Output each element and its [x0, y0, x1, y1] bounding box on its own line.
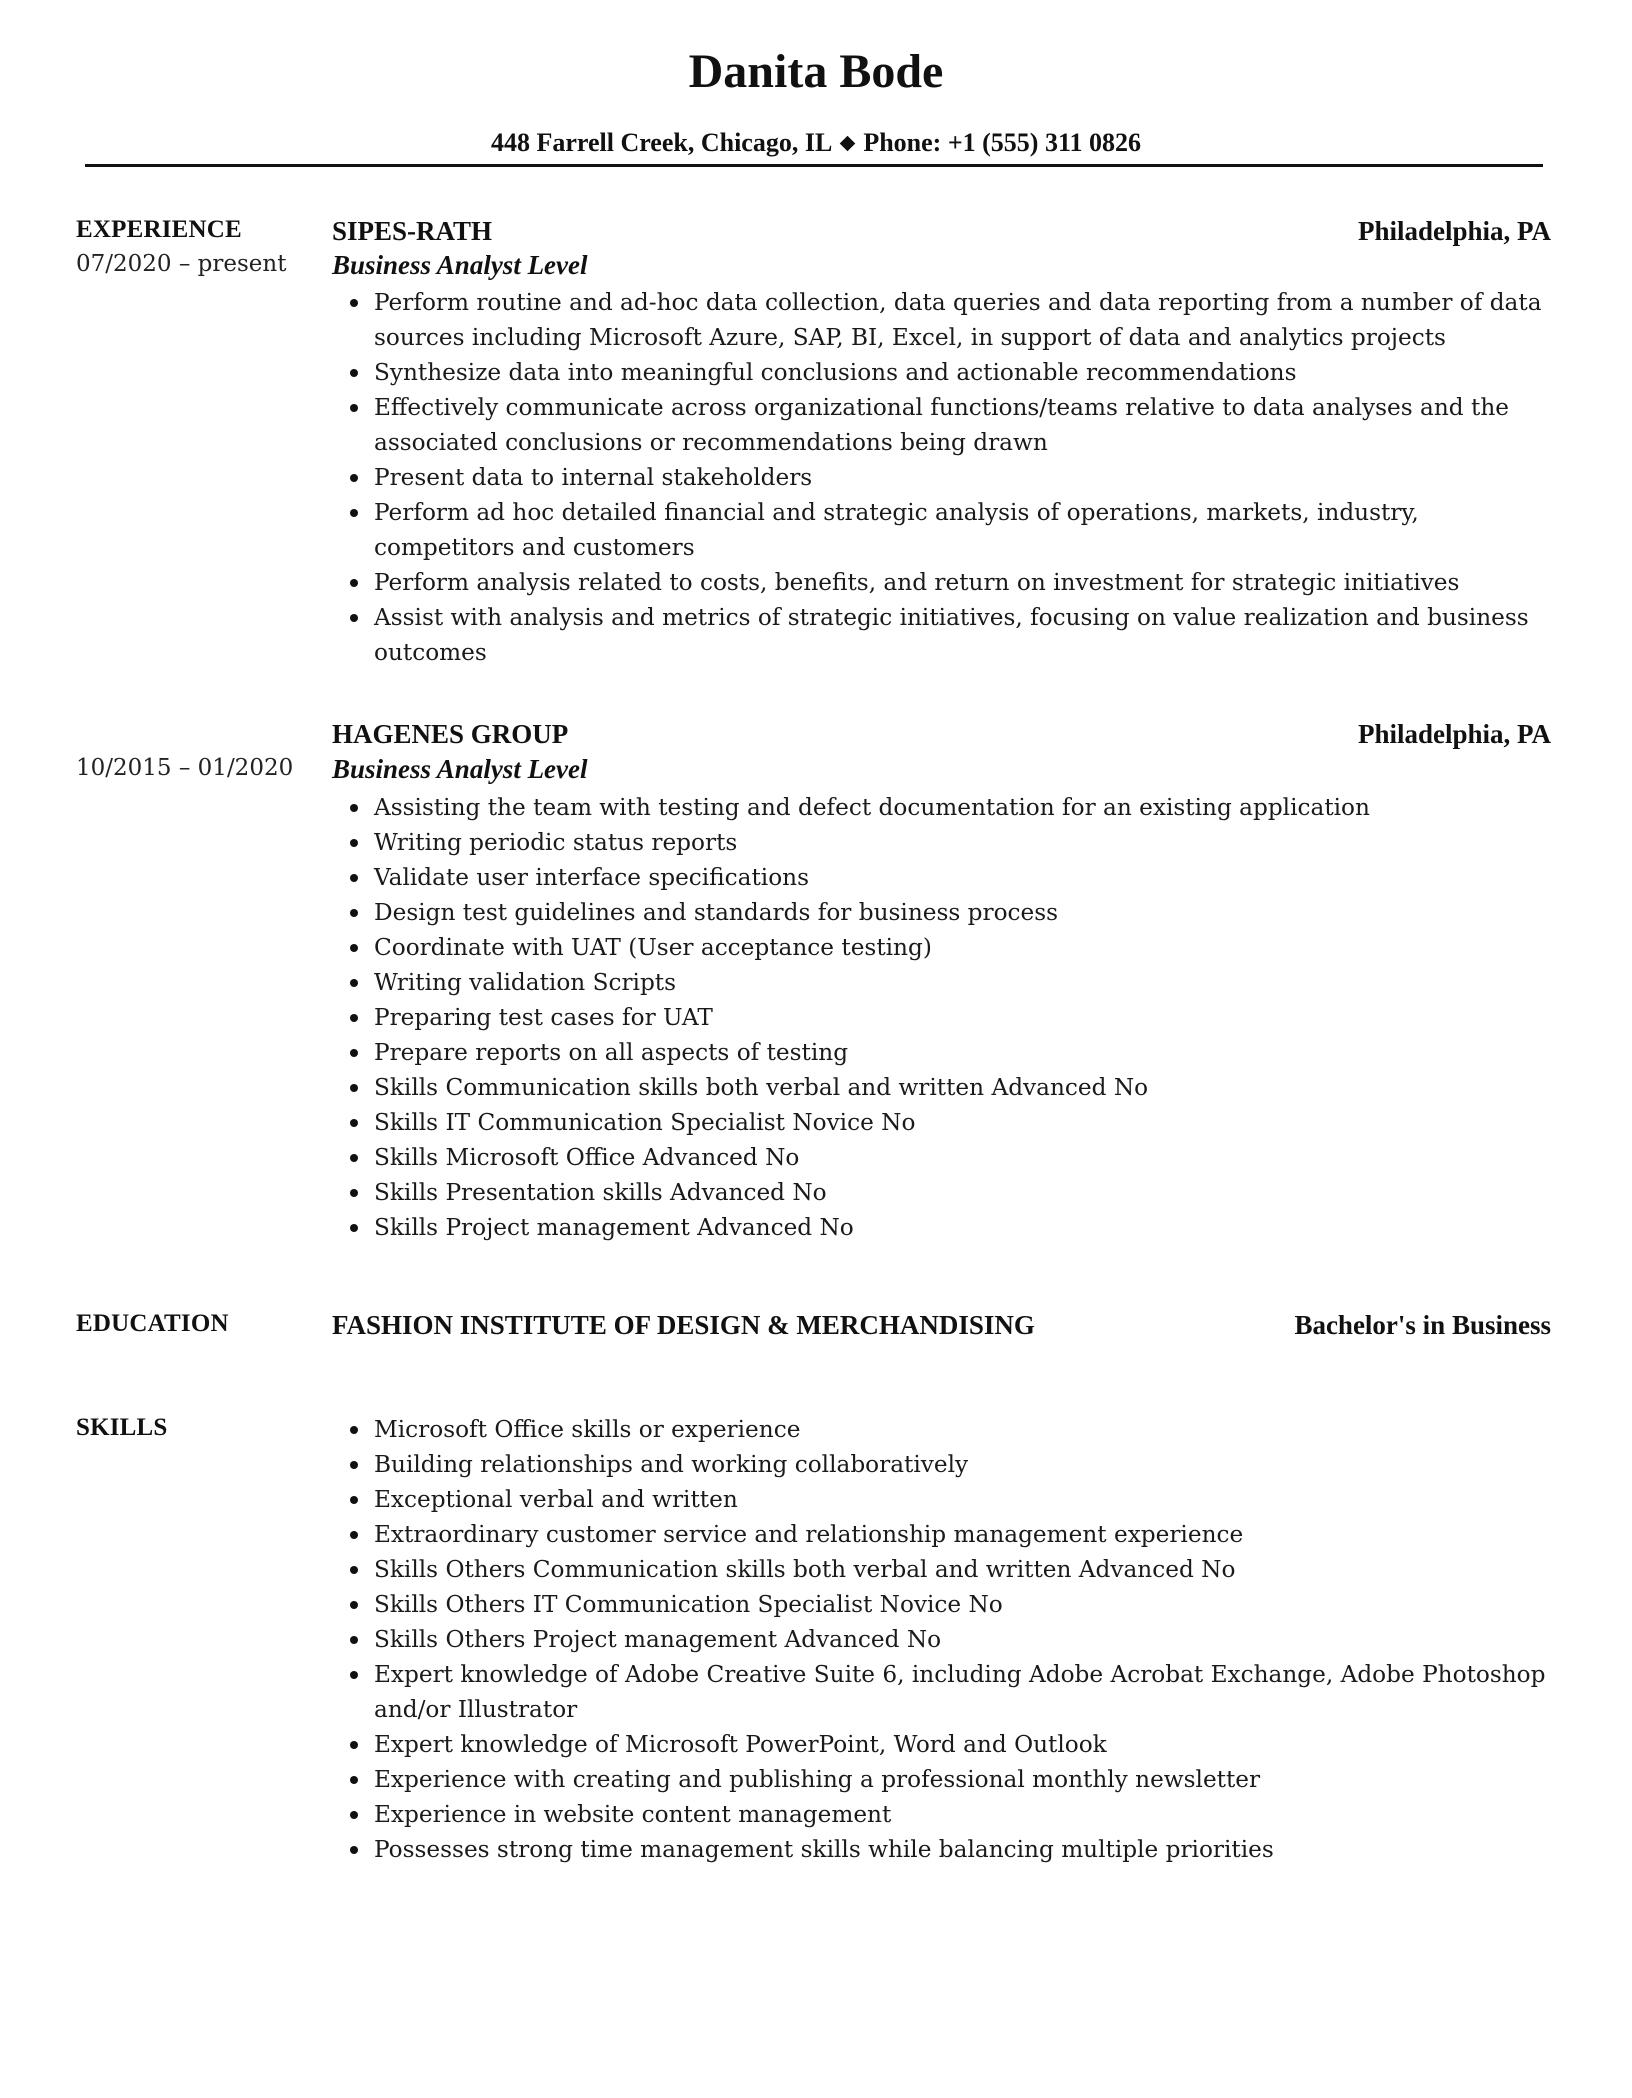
list-item: Skills Others Communication skills both verbal and written Advanced No [332, 1552, 1552, 1587]
job-1-location: Philadelphia, PA [1357, 216, 1551, 246]
list-item: Extraordinary customer service and relationship management experience [332, 1517, 1552, 1552]
list-item: Experience with creating and publishing a professional monthly newsletter [332, 1762, 1552, 1797]
list-item: Writing validation Scripts [332, 965, 1552, 1000]
diamond-separator-icon [840, 136, 856, 152]
list-item: Synthesize data into meaningful conclusions and actionable recommendations [332, 355, 1552, 390]
list-item: Skills Project management Advanced No [332, 1210, 1552, 1245]
list-item: Skills Microsoft Office Advanced No [332, 1140, 1552, 1175]
list-item: Skills Others IT Communication Specialist Novice No [332, 1587, 1552, 1622]
job-1-company: SIPES-RATH [332, 216, 493, 246]
list-item: Prepare reports on all aspects of testing [332, 1035, 1552, 1070]
job-2-location: Philadelphia, PA [1357, 719, 1551, 749]
skills-section-label: SKILLS [76, 1414, 168, 1441]
list-item: Perform ad hoc detailed financial and strategic analysis of operations, markets, industry, competitors and customers [332, 495, 1552, 565]
list-item: Skills Communication skills both verbal and written Advanced No [332, 1070, 1552, 1105]
list-item: Writing periodic status reports [332, 825, 1552, 860]
list-item: Expert knowledge of Microsoft PowerPoint, Word and Outlook [332, 1727, 1552, 1762]
list-item: Perform routine and ad-hoc data collection, data queries and data reporting from a number of data sources including Microsoft Azure, SAP, BI, Excel, in support of data and analytics projects [332, 285, 1552, 355]
list-item: Expert knowledge of Adobe Creative Suite 6, including Adobe Acrobat Exchange, Adobe Photoshop and/or Illustrator [332, 1657, 1552, 1727]
education-degree: Bachelor's in Business [1294, 1310, 1551, 1340]
list-item: Coordinate with UAT (User acceptance testing) [332, 930, 1552, 965]
address: 448 Farrell Creek, Chicago, IL [490, 128, 833, 157]
experience-section-label: EXPERIENCE [76, 216, 242, 243]
list-item: Perform analysis related to costs, benefits, and return on investment for strategic initiatives [332, 565, 1552, 600]
contact-line [0, 126, 1632, 160]
list-item: Possesses strong time management skills while balancing multiple priorities [332, 1832, 1552, 1867]
list-item: Building relationships and working collaboratively [332, 1447, 1552, 1482]
list-item: Exceptional verbal and written [332, 1482, 1552, 1517]
list-item: Effectively communicate across organizational functions/teams relative to data analyses and the associated conclusions or recommendations being drawn [332, 390, 1552, 460]
education-school: FASHION INSTITUTE OF DESIGN & MERCHANDISING [332, 1310, 1035, 1340]
list-item: Skills IT Communication Specialist Novice No [332, 1105, 1552, 1140]
job-1-dates: 07/2020 – present [76, 251, 287, 277]
list-item: Skills Presentation skills Advanced No [332, 1175, 1552, 1210]
list-item: Design test guidelines and standards for business process [332, 895, 1552, 930]
list-item: Validate user interface specifications [332, 860, 1552, 895]
header-divider [85, 164, 1543, 167]
job-2-title: Business Analyst Level [332, 754, 588, 784]
list-item: Assisting the team with testing and defect documentation for an existing application [332, 790, 1552, 825]
phone: Phone: +1 (555) 311 0826 [863, 128, 1142, 157]
skills-bullet-list [332, 1412, 1552, 1867]
education-section-label: EDUCATION [76, 1310, 229, 1337]
list-item: Preparing test cases for UAT [332, 1000, 1552, 1035]
job-2-company: HAGENES GROUP [332, 719, 569, 749]
list-item: Skills Others Project management Advanced No [332, 1622, 1552, 1657]
job-1-bullet-list [332, 285, 1552, 670]
job-2-dates: 10/2015 – 01/2020 [76, 755, 294, 781]
job-2-bullet-list [332, 790, 1552, 1245]
list-item: Experience in website content management [332, 1797, 1552, 1832]
list-item: Present data to internal stakeholders [332, 460, 1552, 495]
job-1-title: Business Analyst Level [332, 250, 588, 280]
list-item: Microsoft Office skills or experience [332, 1412, 1552, 1447]
list-item: Assist with analysis and metrics of strategic initiatives, focusing on value realization and business outcomes [332, 600, 1552, 670]
candidate-name: Danita Bode [688, 45, 944, 98]
